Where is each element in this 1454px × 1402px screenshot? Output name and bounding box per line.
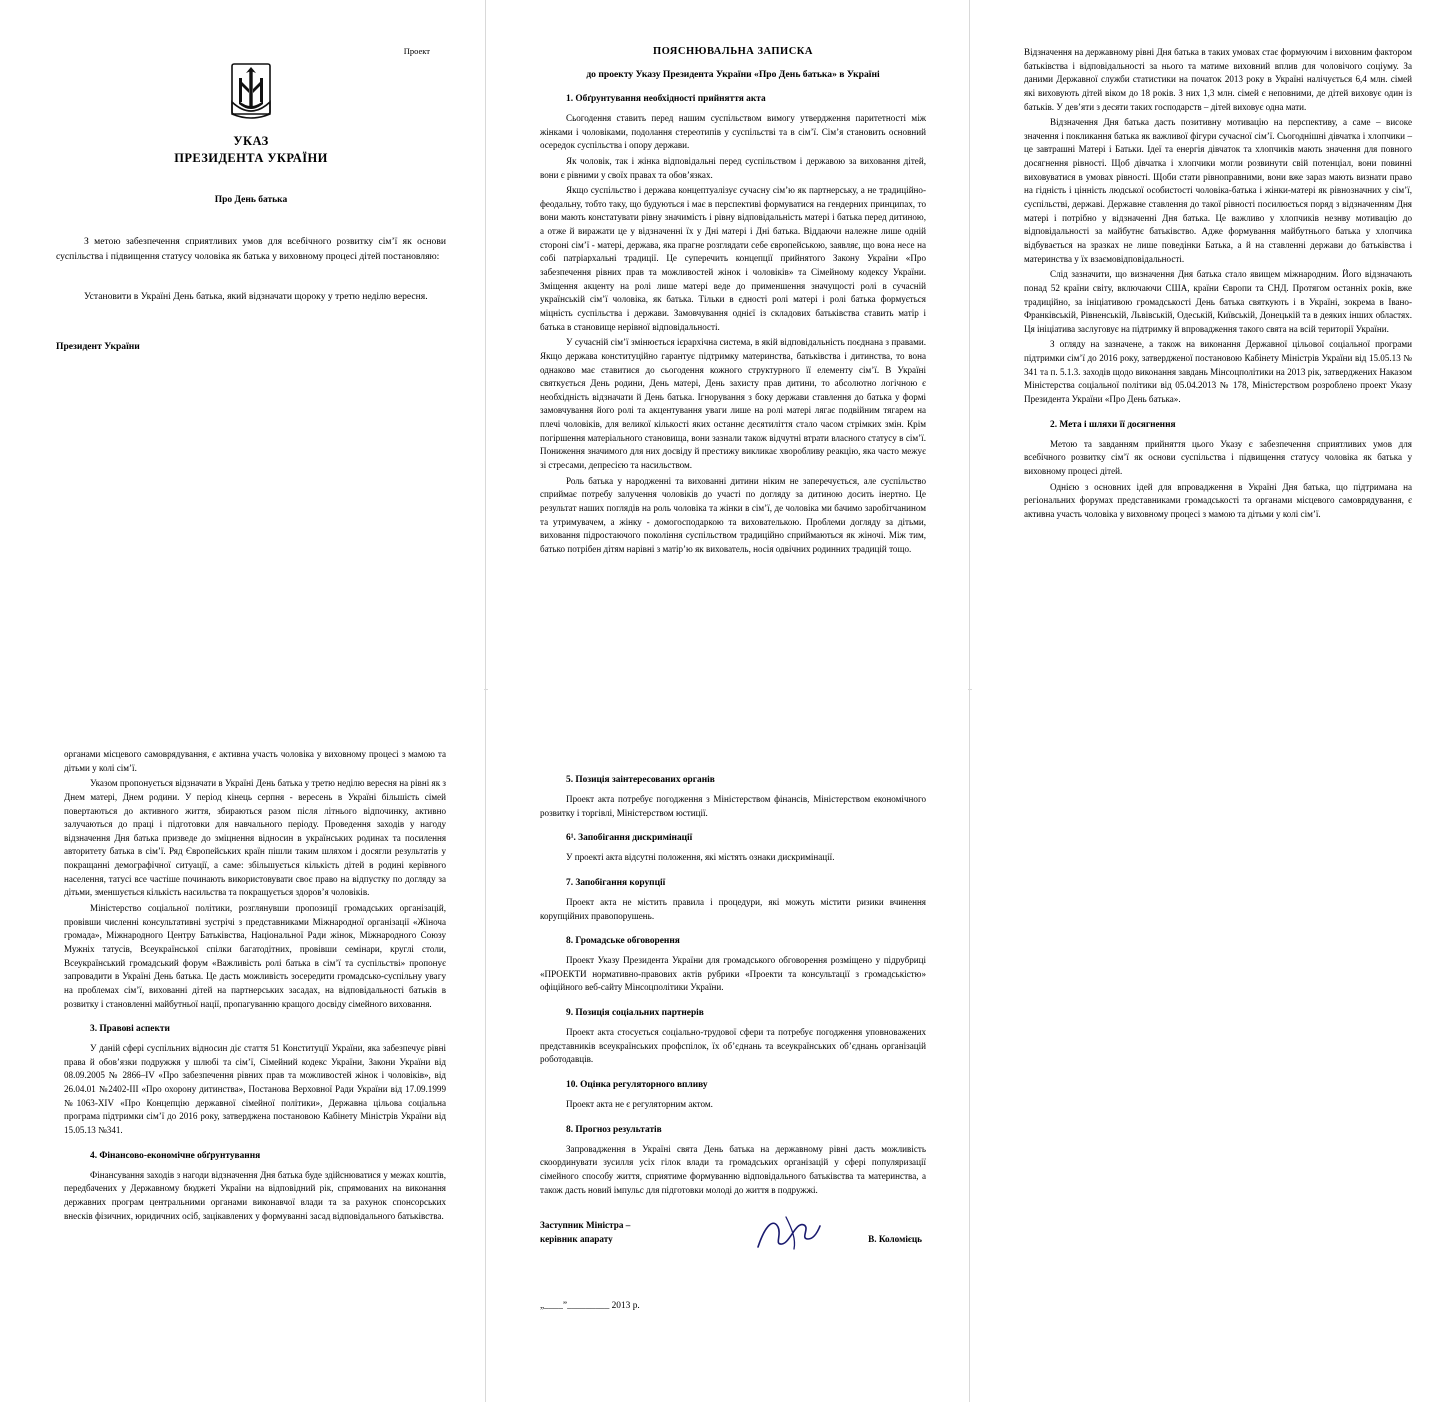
paragraph: У сучасній сім’ї змінюється ієрархічна система, в якій відповідальність поєднана з правами. Якщо держава конституційно гарантує підтримку материнства, батьківства і дитинства, то вона однаково має ставитися до сьогодення кожного структурного її елементу сім’ї. В Україні святкується День родини, День матері, День захисту прав дитини, то абсолютно логічною є необхідність відзначати й День батька. Ігнорування з боку держави ставлення до батька у формі замовчування його ролі та акцентування уваги лише на ролі матері лягає подвійним тягарем на плечі чоловіків, для великої кількості яких останнє десятиліття стало часом стрімких змін. Крім погіршення матеріального становища, вони зазнали також відчутні втрати власного статусу в сім’ї. Пониження значимого для них досвіду й престижу викликає хворобливу реакцію, яка часто межує зі стресами, депресією та насильством. (540, 337, 926, 471)
section-heading-9: 9. Позиція соціальних партнерів (566, 1008, 704, 1019)
paragraph: органами місцевого самоврядування, є активна участь чоловіка у виховному процесі з мамою та дітьми у колі сім’ї. (64, 749, 446, 773)
note-page-5-blank (972, 690, 1454, 1402)
page-title: ПОЯСНЮВАЛЬНА ЗАПИСКА (652, 46, 813, 57)
paragraph: Відзначення Дня батька дасть позитивну мотивацію на перспективу, а саме – високе значення і покликання батька як важливої фігури сучасної сім’ї. Сьогоднішні дівчатка і хлопчики – це завтрашні Матері і Батьки. Ідеї та енергія дівчаток та хлопчиків мають значення для повного досягнення рівності. Щоб дівчатка і хлопчики могли розвинути свій потенціал, вони повинні виховуватися в умовах рівності. Щоби стати рівноправними, вони вже зараз мають визнати право на гідність і цінність людської особистості чоловіка-батька і жінки-матері як рівнозначних у сім’ї, суспільстві, державі. Державне ставлення до такої рівності посилюється поряд з відзначенням Дня матері і потрібно у відзначенні Дня батька. Це важливо у хлопчиків незнву мотивацію до відповідальності за майбутнє батьківство. Адже формування майбутнього батька у хлопчика відбувається на зразках не лише поведінки Батька, а й на ставленні держави до батьківства і материнства у їх взаємовідповідальності. (1024, 117, 1412, 264)
paragraph: Роль батька у народженні та вихованні дитини ніким не заперечується, але суспільство сприймає потребу залучення чоловіків до участі по догляду за дитиною досить інертно. Це результат наших поглядів на роль чоловіка та жінки в сім’ї, де чоловіка ми бачимо заробітчанином та утримувачем, а жінку - домогосподаркою та вихователькою. Проблеми догляду за дітьми, виховання підростаючого покоління суспільством традиційно сприймаються як жіночі. Між тим, батько потрібен дітям нарівні з матір’ю як вихователь, носія одвічних родинних традицій тощо. (540, 475, 926, 554)
section-heading-1: 1. Обґрунтування необхідності прийняття акта (566, 94, 766, 104)
section-heading-3: 3. Правові аспекти (90, 1024, 170, 1035)
decree-clause: Установити в Україні День батька, який відзначати щороку у третю неділю вересня. (84, 291, 428, 303)
paragraph: Як чоловік, так і жінка відповідальні перед суспільством і державою за виховання дітей, вони є рівними у своїх правах та обов’язках. (540, 155, 926, 180)
paragraph: У проекті акта відсутні положення, які містять ознаки дискримінації. (566, 852, 835, 863)
decree-subject: Про День батька (214, 194, 288, 205)
decree-page (0, 0, 484, 690)
section-heading-8: 8. Громадське обговорення (566, 936, 680, 947)
section-heading-5: 5. Позиція заінтересованих органів (566, 775, 715, 785)
paragraph: Слід зазначити, що визначення Дня батька стало явищем міжнародним. Його відзначають понад 52 країни світу, включаючи США, країни Європи та СНД. Протягом останніх років, вже традиційно, за ініціативою громадськості День батька святкують і в Україні, зокрема в Івано-Франківській, Рівненській, Львівській, Одеській, Київській, Донецькій та в деяких інших областях. Ця ініціатива заслуговує на підтримку й впровадження такого свята на всій території України. (1024, 269, 1412, 334)
draft-label: Проект (403, 46, 430, 56)
page-subtitle: до проекту Указу Президента України «Про День батька» в Україні (586, 69, 880, 80)
decree-title (56, 133, 446, 167)
decree-preamble-text: З метою забезпечення сприятливих умов для всебічного розвитку сім’ї як основи суспільства і підвищення статусу чоловіка як батька у виховному процесі дітей постановляю: (56, 235, 446, 262)
page-divider-vertical-left (485, 0, 486, 1402)
signature-date-line: „____”_________ 2013 р. (540, 1301, 640, 1312)
section-heading-6: 6¹. Запобігання дискримінації (566, 833, 693, 844)
paragraph: Проект акта не є регуляторним актом. (566, 1099, 713, 1110)
decree-signer: Президент України (56, 341, 140, 353)
note-page-4 (488, 690, 968, 1402)
note-page-3 (8, 690, 484, 1402)
paragraph: Указом пропонується відзначати в Україні День батька у третю неділю вересня на рівні як з Днем матері, Днем родини. У період кінець серпня - вересень в Україні більшість сімей повертаються до активного життя, збираються разом після літнього відпочинку, активно залучаються до праці і підготовки для навчального періоду. Проведення заходів у нагоду відзначення Дня батька призведе до зміцнення відносин в українських родинах та посилення авторитету батька в сім’ї. Ряд Європейських країн пішли таким шляхом і досягли результатів у покращанні демографічної ситуації, а саме: збільшується кількість дітей в родині керівного населення, татусі все частіше починають використовувати своє право на відпустку по догляду за дітьми, зменшується кількість насильства та покращується здоров’я чоловіків. (64, 778, 446, 898)
page-divider-vertical-right (969, 0, 970, 1402)
paragraph: У даній сфері суспільних відносин діє стаття 51 Конституції України, яка забезпечує рівні права й обов’язки подружжя у шлюбі та сім’ї, Сімейний кодекс України, Закони України від 08.09.2005 № 2866–IV «Про забезпечення рівних прав та можливостей жінок і чоловіків», від 26.04.01 №2402-III «Про охорону дитинства», Постанова Верховної Ради України від 17.09.1999 №1063-XIV «Про Концепцію державної сімейної політики», Державна цільова соціальна програма підтримки сім’ї до 2016 року, затверджена постановою Кабінету Міністрів України від 15.05.13 №341. (64, 1043, 446, 1136)
paragraph: З огляду на зазначене, а також на виконання Державної цільової соціальної програми підтримки сім’ї до 2016 року, затвердженої постановою Кабінету Міністрів України від 15.05.13 № 341 та п. 5.1.3. заходів щодо виконання завдань Мінсоцполітики на 2013 рік, затверджених Наказом Міністерства соціальної політики від 05.04.2013 № 178, Міністерством розроблено проект Указу Президента України «Про День батька». (1024, 339, 1412, 405)
section-heading-4: 4. Фінансово-економічне обґрунтування (90, 1150, 261, 1161)
decree-title-line1: УКАЗ (233, 134, 269, 148)
section-heading-7: 7. Запобігання корупції (566, 877, 666, 888)
paragraph: Проект акта потребує погодження з Міністерством фінансів, Міністерством економічного розвитку і торгівлі, Міністерством юстиції. (540, 794, 926, 818)
section-heading-10: 10. Оцінка регуляторного впливу (566, 1080, 708, 1091)
signature-block (540, 1219, 926, 1275)
paragraph: Відзначення на державному рівні Дня батька в таких умовах стає формуючим і виховним фактором батьківства і відповідальності за нього та матиме виховний вплив для чоловічого соціуму. За даними Державної служби статистики на початок 2013 року в Україні налічується 6,4 млн. сімей які виховують дітей віком до 18 років. З них 1,3 млн. сімей є неповними, де дітей виховує один із батьків. У дев’яти з десяти таких господарств – дітей виховує одна мати. (1024, 47, 1412, 112)
paragraph: Міністерство соціальної політики, розглянувши пропозиції громадських організацій, провівши численні консультативні зустрічі з представниками Міжнародної організації «Жіноча громада», Міжнародного Центру Батьківства, Національної Ради жінок, Міжнародного Союзу Мужніх татусів, Всеукраїнської спілки багатодітних, провівши семінари, круглі столи, Всеукраїнський громадський форум «Важливість ролі батька в сім’ї та суспільстві» пропонує запровадити в Україні День батька. Це дасть можливість зосередити громадсько-суспільну увагу на проблемах сім’ї, вихованні дітей на партнерських засадах, на відповідальності батьків в розвитку і становленні майбутньої нації, пропагуванню кращого досвіду сімейного виховання. (64, 903, 446, 1009)
paragraph: Сьогодення ставить перед нашим суспільством вимогу утвердження паритетності між жінками і чоловіками, подолання стереотипів у суспільстві та в сім’ї. Сім’я становить основний осередок суспільства і опору держави. (540, 113, 926, 151)
section-heading-2: 2. Мета і шляхи її досягнення (1050, 419, 1176, 430)
paragraph: Якщо суспільство і держава концептуалізує сучасну сім’ю як партнерську, а не традиційно-феодальну, тобто таку, що будуються і має в перспективі формуватися на гендерних принципах, то вони мають констатувати рівну значимість і рівну відповідальність матері і батька перед дитиною, а отже й виражати це у відзначенні їх у Дні матері і Дні батька. Віддаючи належне лише одній стороні сім’ї - матері, держава, яка прагне розглядати себе європейською, заявляє, що вона несе на собі патріархальні традиції. Це суперечить концепції прийнятого Закону України «Про забезпечення рівних прав та можливостей жінок і чоловіків» та Сімейному кодексу України. Зміщення акценту на ролі лише матері веде до применшення значущості ролі в сучасній українській сім’ї чоловіка, як батька. Тільки в єдності ролі матері і ролі батька формується міцність суспільства і держави. Замовчування однієї із складових батьківства ставить матір і батька в становище нерівної відповідальності. (540, 185, 926, 332)
paragraph: Запровадження в Україні свята День батька на державному рівні дасть можливість скоординувати зусилля усіх гілок влади та громадських організацій у сфері популяризації сімейного способу життя, сприятиме формуванню відповідального батьківства та материнства, а також дасть новий імпульс для підготовки молоді до життя в подружжі. (540, 1143, 926, 1195)
signature-role-line2: керівник апарату (540, 1233, 613, 1244)
paragraph: Метою та завданням прийняття цього Указу є забезпечення сприятливих умов для всебічного розвитку сім’ї як основи суспільства і підвищення статусу чоловіка як батька у виховному процесі дітей. (1024, 438, 1412, 476)
decree-title-line2: ПРЕЗИДЕНТА УКРАЇНИ (174, 150, 328, 165)
paragraph: Проект Указу Президента України для громадського обговорення розміщено у підрубриці «ПРОЕКТИ нормативно-правових актів рубрики «Проекти та консультації з громадськістю» офіційного веб-сайту Мінсоцполітики України. (540, 955, 926, 993)
signature-role-line1: Заступник Міністра – (540, 1220, 631, 1231)
paragraph: Фінансування заходів з нагоди відзначення Дня батька буде здійснюватися у межах коштів, передбачених у Державному бюджеті України на відповідний рік, спрямованих на виконання державних програм центральними органами виконавчої влади та за рахунок спонсорських внесків фізичних, юридичних осіб, зацікавлених у формуванні засад відповідального батьківства. (64, 1169, 446, 1221)
note-page-2 (972, 0, 1454, 690)
paragraph: Однією з основних ідей для впровадження в Україні Дня батька, що підтримана на регіональних форумах представниками громадськості та органами місцевого самоврядування, є активна участь чоловіка у виховному процесі з мамою та дітьми у колі сім’ї. (1024, 481, 1412, 519)
paragraph: Проект акта стосується соціально-трудової сфери та потребує погодження уповноважених представників всеукраїнських профспілок, їх об’єднань та всеукраїнських об’єднань організацій роботодавців. (540, 1027, 926, 1065)
signature-role (540, 1219, 725, 1246)
ukrainian-coat-of-arms-trident-icon (56, 62, 446, 127)
signature-name: В. Коломієць (868, 1234, 922, 1245)
note-page-1 (488, 0, 968, 690)
section-heading-11: 8. Прогноз результатів (566, 1124, 662, 1135)
handwritten-signature-icon (752, 1213, 822, 1257)
decree-preamble (56, 235, 446, 265)
paragraph: Проект акта не містить правила і процедури, які можуть містити ризики вчинення корупційних правопорушень. (540, 896, 926, 921)
